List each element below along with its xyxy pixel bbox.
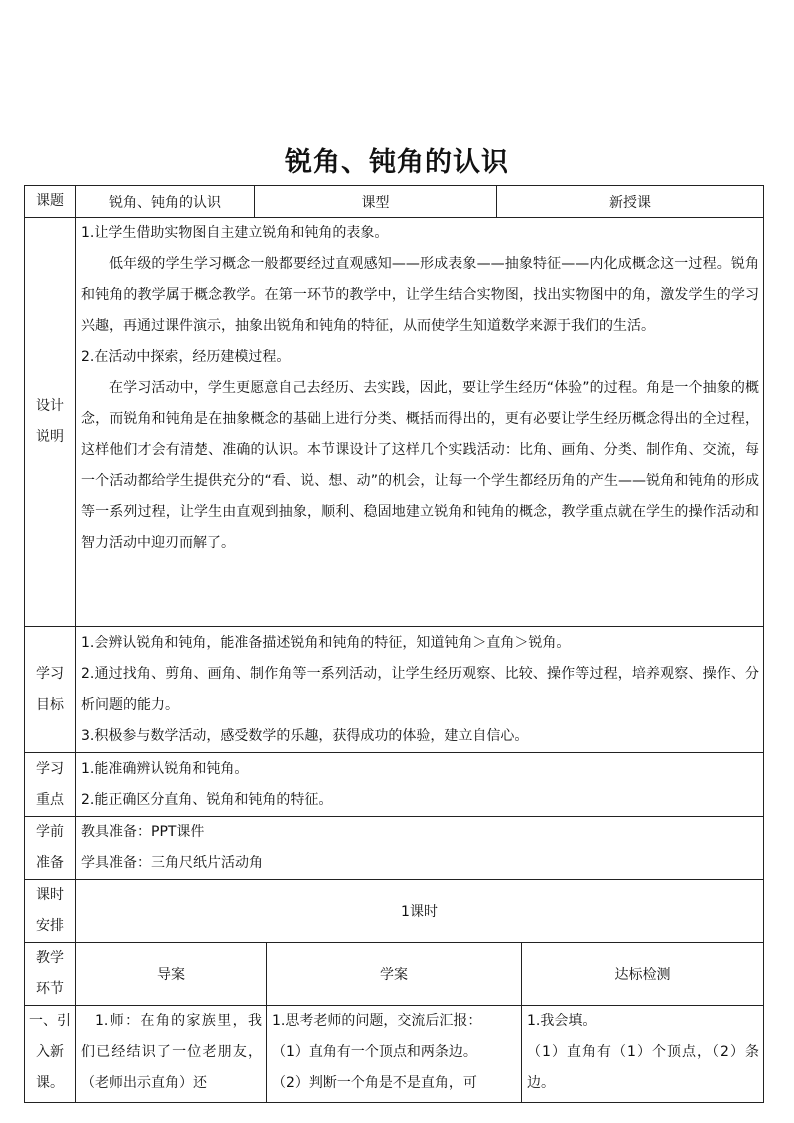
process-label: [25, 943, 76, 1006]
prep-student: 学具准备：三角尺纸片活动角: [81, 855, 263, 871]
focus-1: 1.能准确辨认锐角和钝角。: [81, 760, 249, 777]
schedule-label-line1: 课时: [36, 887, 64, 903]
focus-label-line1: 学习: [36, 760, 64, 777]
focus-row: [25, 753, 764, 817]
step1-label-line2: 入新: [36, 1044, 64, 1060]
prep-teacher: 教具准备：PPT课件: [81, 824, 205, 840]
design-paragraph-2: 在学习活动中，学生更愿意自己去经历、去实践，因此，要让学生经历“体验”的过程。角是一个抽象的概念，而锐角和钝角是在抽象概念的基础上进行分类、概括而得出的，更有必要让学生经历概念得出的全过程，这样他们才会有清楚、准确的认识。本节课设计了这样几个实践活动：比角、画角、分类、制作角、交流，每一个活动都给学生提供充分的“看、说、想、动”的机会，让每一个学生都经历角的产生——锐角和钝角的形成等一系列过程，让学生由直观到抽象，顺利、稳固地建立锐角和钝角的概念，教学重点就在学生的操作活动和智力活动中迎刃而解了。: [81, 380, 759, 551]
goal-1: 1.会辨认锐角和钝角，能准备描述锐角和钝角的特征，知道钝角＞直角＞锐角。: [81, 634, 571, 651]
step1-label-line3: 课。: [36, 1075, 64, 1091]
goal-2: 2.通过找角、剪角、画角、制作角等一系列活动，让学生经历观察、比较、操作等过程，培养观察、操作、分析问题的能力。: [81, 665, 759, 713]
goals-label-line2: 目标: [36, 696, 64, 713]
prep-label-line2: 准备: [36, 855, 64, 871]
design-row: [25, 218, 764, 627]
col-study-header: 学案: [267, 943, 522, 1006]
step1-check-2: （1）直角有（1）个顶点，（2）条边。: [527, 1044, 759, 1091]
process-label-line2: 环节: [36, 981, 64, 997]
goals-label-line1: 学习: [36, 665, 64, 682]
focus-2: 2.能正确区分直角、锐角和钝角的特征。: [81, 791, 333, 808]
step1-check: [522, 1006, 764, 1103]
topic-value: 锐角、钝角的认识: [76, 186, 255, 218]
process-header-row: [25, 943, 764, 1006]
design-label: [25, 218, 76, 627]
type-value: 新授课: [497, 186, 764, 218]
prep-label-line1: 学前: [36, 824, 64, 840]
schedule-value: 1课时: [76, 880, 764, 943]
step1-guide-text: 1.师：在角的家族里，我们已经结识了一位老朋友，（老师出示直角）还: [81, 1013, 262, 1091]
design-content: [76, 218, 764, 627]
step1-study-3: （2）判断一个角是不是直角，可: [272, 1075, 477, 1091]
design-paragraph-1: 低年级的学生学习概念一般都要经过直观感知——形成表象——抽象特征——内化成概念这一过程。锐角和钝角的教学属于概念教学。在第一环节的教学中，让学生结合实物图，找出实物图中的角，激发学生的学习兴趣，再通过课件演示，抽象出锐角和钝角的特征，从而使学生知道数学来源于我们的生活。: [81, 256, 759, 334]
step1-row: [25, 1006, 764, 1103]
col-guide-header: 导案: [76, 943, 267, 1006]
topic-label: 课题: [25, 186, 76, 218]
schedule-label-line2: 安排: [36, 918, 64, 934]
design-point-2: 2.在活动中探索，经历建模过程。: [81, 349, 291, 365]
goals-label: [25, 627, 76, 753]
lesson-plan-table: [24, 185, 764, 1103]
step1-check-1: 1.我会填。: [527, 1013, 597, 1029]
step1-study-1: 1.思考老师的问题，交流后汇报：: [272, 1013, 482, 1029]
goals-row: [25, 627, 764, 753]
schedule-label: [25, 880, 76, 943]
step1-study: [267, 1006, 522, 1103]
focus-label-line2: 重点: [36, 791, 64, 808]
header-row: [25, 186, 764, 218]
prep-content: [76, 817, 764, 880]
type-label: 课型: [255, 186, 497, 218]
schedule-row: [25, 880, 764, 943]
step1-guide: [76, 1006, 267, 1103]
step1-label: [25, 1006, 76, 1103]
focus-content: [76, 753, 764, 817]
design-label-line2: 说明: [36, 429, 64, 445]
design-point-1: 1.让学生借助实物图自主建立锐角和钝角的表象。: [81, 225, 389, 241]
col-check-header: 达标检测: [522, 943, 764, 1006]
prep-label: [25, 817, 76, 880]
page-title: 锐角、钝角的认识: [285, 147, 509, 178]
focus-label: [25, 753, 76, 817]
goal-3: 3.积极参与数学活动，感受数学的乐趣，获得成功的体验，建立自信心。: [81, 727, 529, 744]
goals-content: [76, 627, 764, 753]
step1-study-2: （1）直角有一个顶点和两条边。: [272, 1044, 477, 1060]
prep-row: [25, 817, 764, 880]
process-label-line1: 教学: [36, 950, 64, 966]
design-label-line1: 设计: [36, 398, 64, 414]
step1-label-line1: 一、引: [29, 1013, 71, 1029]
